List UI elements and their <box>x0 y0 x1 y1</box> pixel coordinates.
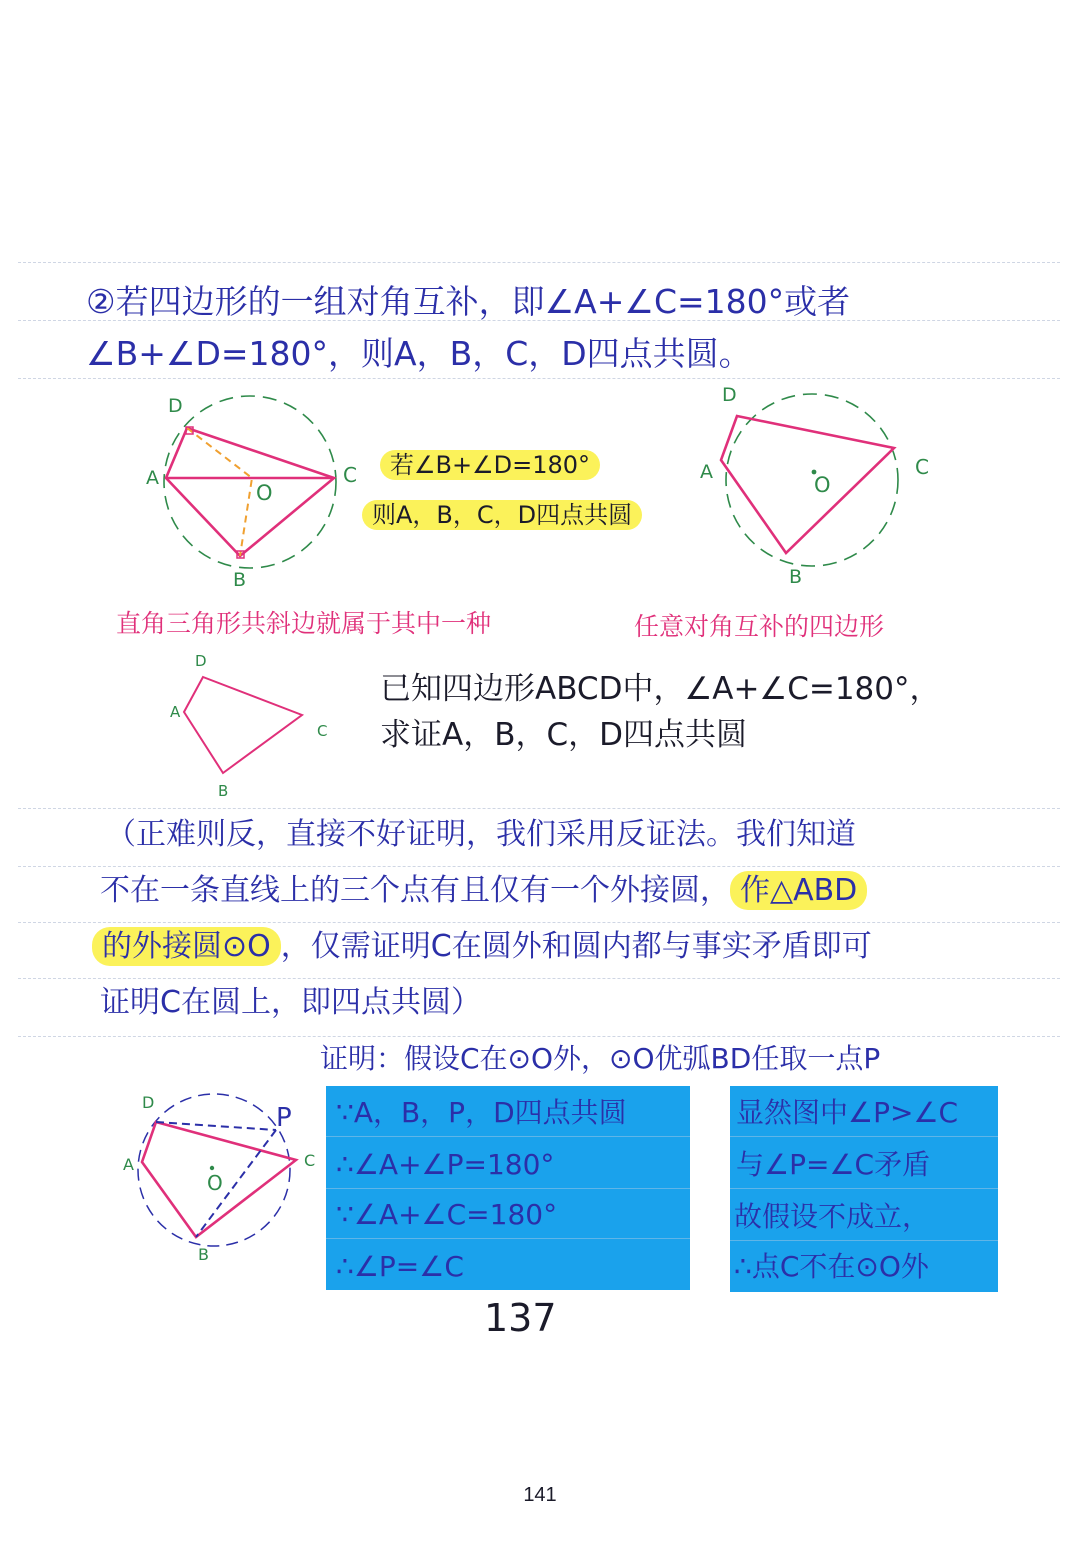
explanation-highlight-2: 的外接圆⊙O <box>92 927 281 966</box>
figure-4-label-d: D <box>142 1093 155 1112</box>
figure-3-label-b: B <box>218 782 229 800</box>
explanation-line-3-text: ，仅需证明C在圆外和圆内都与事实矛盾即可 <box>280 929 872 964</box>
problem-line-2: 求证A，B，C，D四点共圆 <box>380 717 747 753</box>
figure-4-label-o: O <box>207 1171 223 1195</box>
figure-2-label-o: O <box>814 473 831 497</box>
figure-1-label-b: B <box>233 569 247 591</box>
explanation-line-1: （正难则反，直接不好证明，我们采用反证法。我们知道 <box>106 817 856 852</box>
explanation-highlight-1: 作△ABD <box>730 871 867 910</box>
highlight-then: 则A，B，C，D四点共圆 <box>362 500 642 530</box>
problem-line-1: 已知四边形ABCD中，∠A+∠C=180°， <box>380 671 941 707</box>
figure-3-label-d: D <box>195 652 207 670</box>
proof-box-left <box>326 1086 690 1290</box>
figure-3-label-c: C <box>317 722 328 740</box>
proof-header: 证明：假设C在⊙O外，⊙O优弧BD任取一点P <box>320 1042 881 1075</box>
figure-1-label-o: O <box>256 481 273 505</box>
proof-left-line-3: ∵∠A+∠C=180° <box>336 1198 558 1231</box>
proof-left-line-1: ∵A，B，P，D四点共圆 <box>336 1096 627 1129</box>
highlight-if: 若∠B+∠D=180° <box>380 450 600 480</box>
proof-right-line-2: 与∠P=∠C矛盾 <box>736 1148 931 1181</box>
proof-left-line-4: ∴∠P=∠C <box>336 1250 464 1283</box>
figure-4-label-a: A <box>123 1155 134 1174</box>
figure-1-label-d: D <box>168 395 183 417</box>
figure-3-label-a: A <box>170 703 181 721</box>
figure-4-label-c: C <box>304 1151 316 1170</box>
proof-box-right <box>730 1086 998 1292</box>
figure-2-label-b: B <box>789 566 803 588</box>
theorem-line-2: ∠B+∠D=180°，则A，B，C，D四点共圆。 <box>86 334 752 373</box>
proof-right-line-3: 故假设不成立， <box>734 1200 931 1233</box>
figure-2-label-d: D <box>722 384 737 406</box>
theorem-line-1: ②若四边形的一组对角互补，即∠A+∠C=180°或者 <box>86 282 851 321</box>
proof-left-line-2: ∴∠A+∠P=180° <box>336 1148 555 1181</box>
proof-right-line-4: ∴点C不在⊙O外 <box>734 1250 929 1283</box>
figure-2-label-c: C <box>915 455 929 479</box>
handwritten-page-number: 137 <box>484 1296 557 1340</box>
figure-1-label-c: C <box>343 463 357 487</box>
explanation-line-4: 证明C在圆上，即四点共圆） <box>100 985 481 1020</box>
figure-1-label-a: A <box>146 467 159 489</box>
page-number: 141 <box>523 1484 557 1506</box>
figure-2-label-a: A <box>700 461 713 483</box>
figure-2-caption: 任意对角互补的四边形 <box>634 612 885 641</box>
figure-4-center-dot <box>210 1166 214 1170</box>
proof-right-line-1: 显然图中∠P>∠C <box>736 1096 959 1129</box>
figure-4-label-b: B <box>198 1245 209 1264</box>
figure-4-label-p: P <box>276 1103 292 1133</box>
figure-1-caption: 直角三角形共斜边就属于其中一种 <box>116 609 492 638</box>
explanation-line-2-text: 不在一条直线上的三个点有且仅有一个外接圆， <box>100 873 730 908</box>
